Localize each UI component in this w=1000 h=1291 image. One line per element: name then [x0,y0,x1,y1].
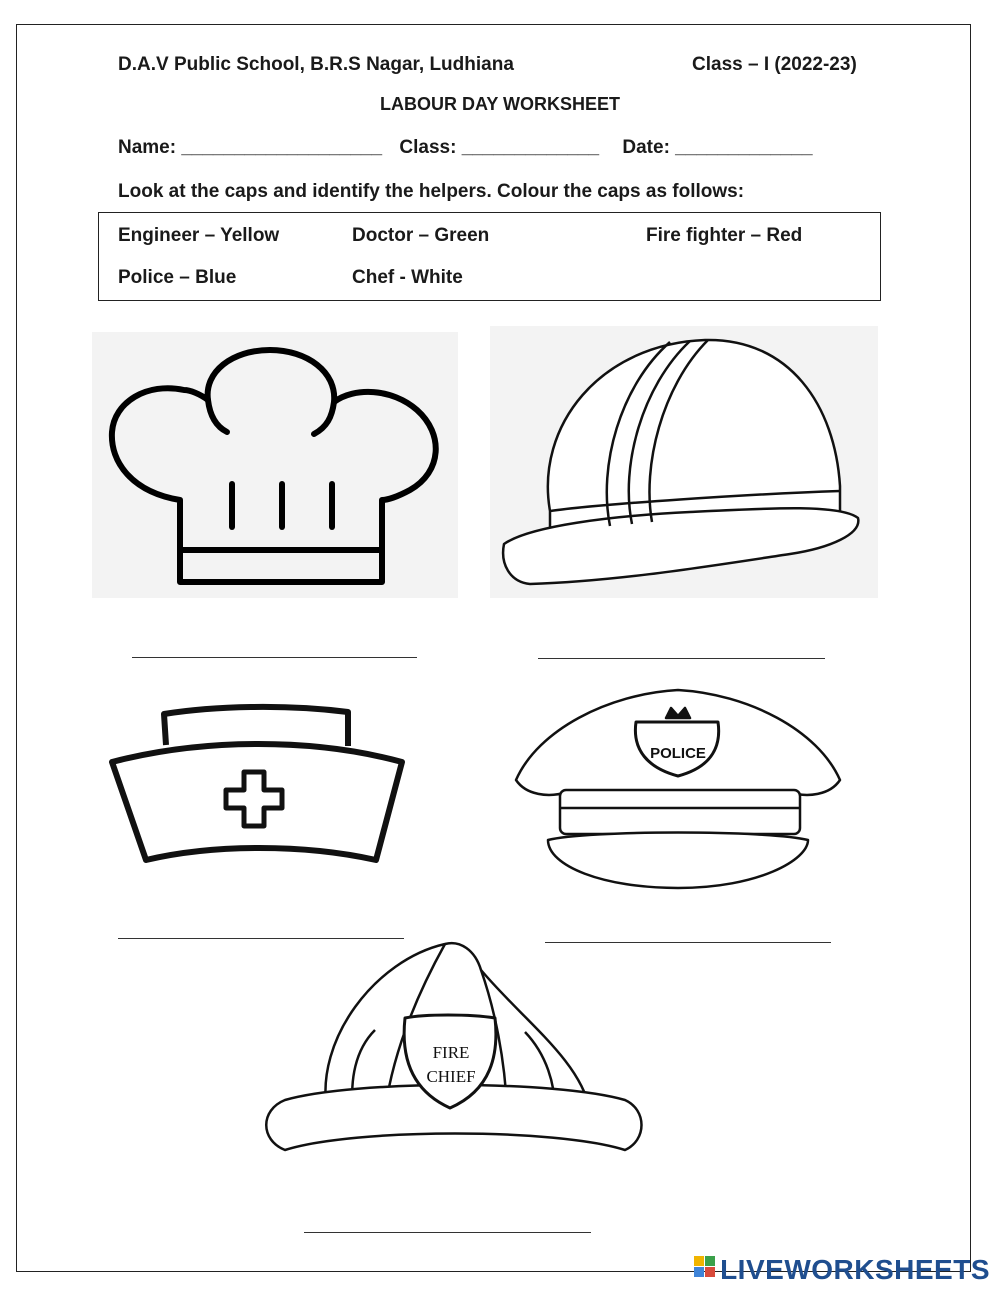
colour-legend [98,212,881,301]
legend-firefighter: Fire fighter – Red [646,225,803,246]
legend-police: Police – Blue [118,267,237,288]
police-cap-image [508,680,848,892]
name-field[interactable]: Name: ___________________ [118,137,383,158]
fire-helmet-icon [255,940,650,1172]
instruction-text: Look at the caps and identify the helpers. Colour the caps as follows: [118,181,745,202]
liveworksheets-logo [694,1253,990,1287]
answer-line-1[interactable] [132,657,417,658]
answer-line-5[interactable] [304,1232,591,1233]
answer-line-3[interactable] [118,938,404,939]
chef-hat-icon [92,332,458,598]
legend-doctor: Doctor – Green [352,225,490,246]
engineer-helmet-image [490,326,878,598]
liveworksheets-icon [694,1256,716,1284]
answer-line-2[interactable] [538,658,825,659]
date-field[interactable]: Date: _____________ [622,137,813,158]
school-name: D.A.V Public School, B.R.S Nagar, Ludhiana [118,54,514,75]
worksheet-title: LABOUR DAY WORKSHEET [379,94,621,114]
hard-hat-icon [490,326,878,598]
legend-chef: Chef - White [352,267,463,288]
liveworksheets-text: LIVEWORKSHEETS [720,1254,990,1285]
police-badge-text: POLICE [650,745,706,762]
class-field[interactable]: Class: _____________ [399,137,600,158]
fire-badge-line1: FIRE [432,1043,470,1062]
student-info-row [118,137,813,159]
firefighter-helmet-image [255,940,650,1172]
police-cap-icon [508,680,848,892]
chef-hat-image [92,332,458,598]
class-year: Class – I (2022-23) [692,54,857,75]
legend-engineer: Engineer – Yellow [118,225,280,246]
fire-badge-line2: CHIEF [426,1067,476,1086]
doctor-cap-image [104,700,409,872]
nurse-cap-icon [104,700,409,872]
